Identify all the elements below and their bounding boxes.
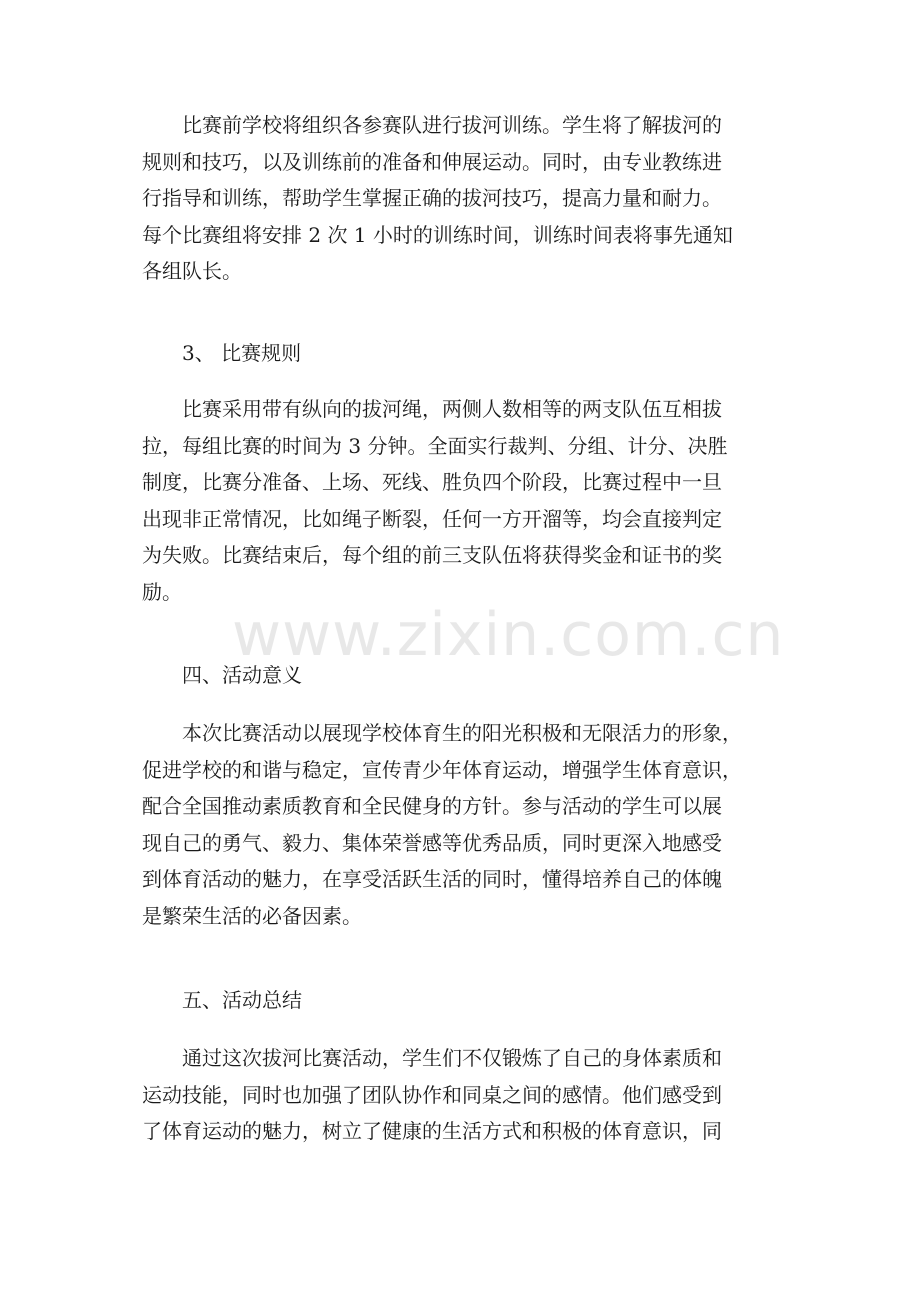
section-heading-rules: 3、 比赛规则 bbox=[182, 341, 302, 365]
text-line: 是繁荣生活的必备因素。 bbox=[142, 903, 362, 928]
text-line: 行指导和训练，帮助学生掌握正确的拔河技巧，提高力量和耐力。 bbox=[142, 186, 722, 210]
text-line: 通过这次拔河比赛活动，学生们不仅锻炼了自己的身体素质和 bbox=[182, 1046, 722, 1070]
section-heading-significance: 四、活动意义 bbox=[182, 663, 302, 687]
text-line: 促进学校的和谐与稳定，宣传青少年体育运动，增强学生体育意识， bbox=[142, 757, 742, 782]
text-line: 各组队长。 bbox=[142, 259, 242, 283]
paragraph-significance bbox=[142, 715, 782, 934]
text-line: 规则和技巧，以及训练前的准备和伸展运动。同时，由专业教练进 bbox=[142, 149, 722, 174]
section-heading-summary: 五、活动总结 bbox=[182, 988, 302, 1012]
text-line: 制度，比赛分准备、上场、死线、胜负四个阶段，比赛过程中一旦 bbox=[142, 470, 722, 494]
text-line: 本次比赛活动以展现学校体育生的阳光积极和无限活力的形象， bbox=[182, 721, 742, 745]
text-line: 到体育活动的魅力，在享受活跃生活的同时，懂得培养自己的体魄 bbox=[142, 867, 722, 891]
text-line: 励。 bbox=[142, 579, 182, 604]
text-line: 配合全国推动素质教育和全民健身的方针。参与活动的学生可以展 bbox=[142, 794, 722, 818]
text-line: 出现非正常情况，比如绳子断裂，任何一方开溜等，均会直接判定 bbox=[142, 506, 722, 531]
text-line: 为失败。比赛结束后，每个组的前三支队伍将获得奖金和证书的奖 bbox=[142, 543, 722, 567]
paragraph-training bbox=[142, 107, 782, 290]
watermark: www.zixin.com.cn bbox=[232, 600, 785, 670]
paragraph-summary bbox=[142, 1040, 782, 1150]
text-line: 每个比赛组将安排 2 次 1 小时的训练时间，训练时间表将事先通知 bbox=[142, 222, 733, 247]
paragraph-rules bbox=[142, 391, 782, 610]
text-line: 了体育运动的魅力，树立了健康的生活方式和积极的体育意识，同 bbox=[142, 1119, 722, 1143]
text-line: 比赛采用带有纵向的拔河绳，两侧人数相等的两支队伍互相拔 bbox=[182, 397, 722, 421]
text-line: 拉，每组比赛的时间为 3 分钟。全面实行裁判、分组、计分、决胜 bbox=[142, 433, 728, 458]
text-line: 比赛前学校将组织各参赛队进行拔河训练。学生将了解拔河的 bbox=[182, 113, 722, 137]
text-line: 现自己的勇气、毅力、集体荣誉感等优秀品质，同时更深入地感受 bbox=[142, 830, 722, 855]
text-line: 运动技能，同时也加强了团队协作和同桌之间的感情。他们感受到 bbox=[142, 1082, 722, 1107]
